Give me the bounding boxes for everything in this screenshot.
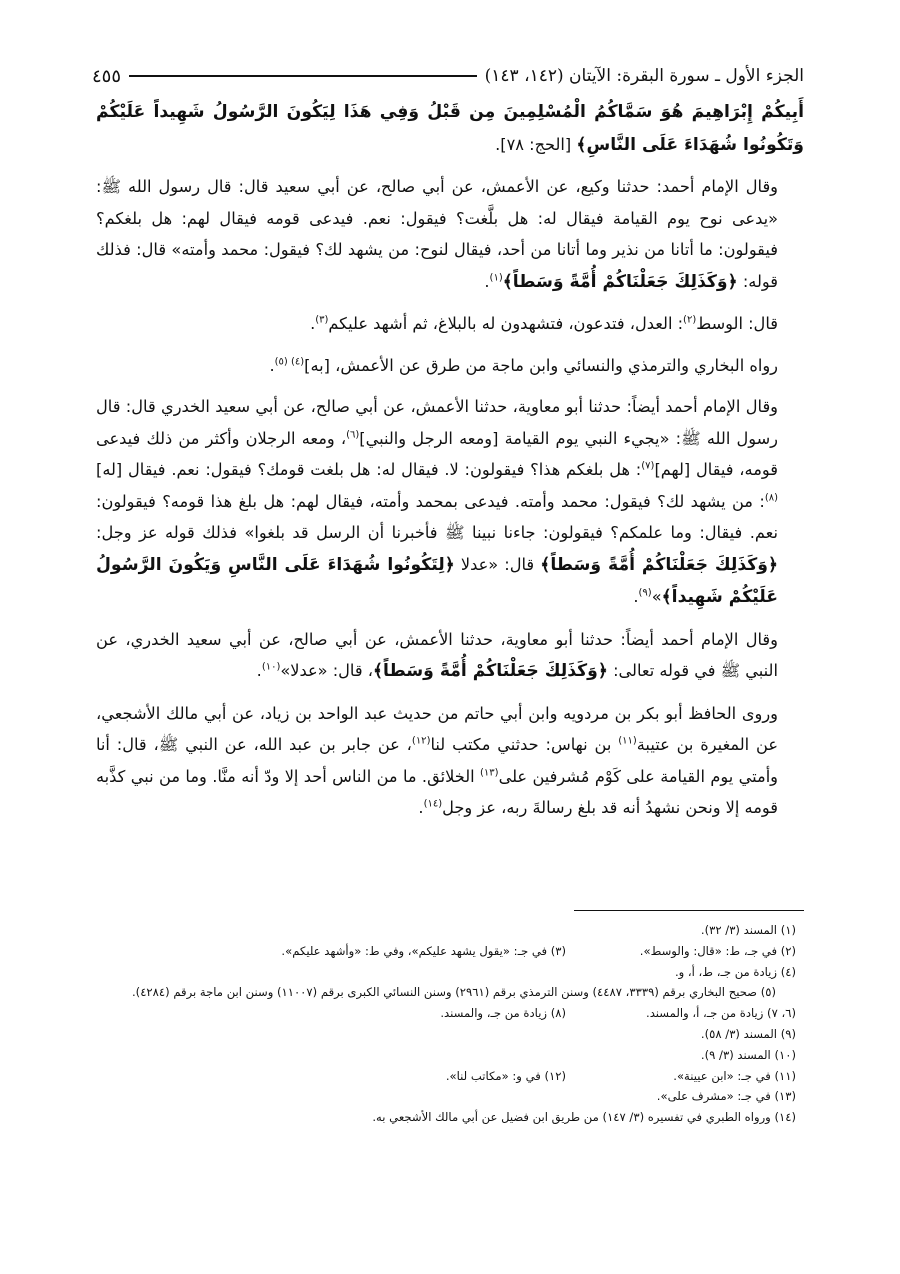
paragraph-text: بن نهاس: حدثني مكتب لنا: [430, 735, 619, 754]
footnote-ref: (٢): [683, 314, 697, 326]
footnote-1: (١) المسند (٣/ ٣٢).: [700, 923, 796, 937]
paragraph-text: .: [310, 314, 316, 333]
footnote-row: [100, 1003, 796, 1024]
quran-verse: ﴿لِتَكُونُوا شُهَدَاءَ عَلَى النَّاسِ وَيَكُونَ الرَّسُولُ عَلَيْكُمْ شَهِيداً﴾: [96, 554, 778, 607]
paragraph-2: [96, 308, 804, 340]
footnotes: [100, 920, 796, 1128]
paragraph-6: [96, 698, 804, 824]
header-rule: [129, 75, 477, 77]
footnote-separator: [574, 910, 804, 911]
paragraph-5: [96, 624, 804, 688]
footnote-11: (١١) في جـ: «ابن عيينة».: [673, 1068, 796, 1083]
footnote-row: [100, 1066, 796, 1087]
footnote-13: (١٣) في جـ: «مشرف على».: [656, 1089, 796, 1104]
footnote-ref: (٣): [315, 314, 329, 326]
main-text: [96, 96, 804, 824]
quran-verse: ﴿وَكَذَلِكَ جَعَلْنَاكُمْ أُمَّةً وَسَطاً﴾: [502, 271, 738, 292]
footnote-10: (١٠) المسند (٣/ ٩).: [700, 1047, 796, 1062]
footnote-ref: (٩): [638, 587, 652, 599]
paragraph-text: الخلائق. ما من الناس أحد إلا ودّ أنه منَّا. وما من نبي كذَّبه قومه إلا ونحن نشهدُ أنه قد بلغ رسالةَ ربه، عز وجل: [96, 766, 778, 817]
paragraph-text: : العدل، فتدعون، فتشهدون له بالبلاغ، ثم أشهد عليكم: [328, 314, 684, 333]
footnote-ref: (٧): [641, 460, 655, 472]
paragraph-text: .: [256, 661, 262, 680]
paragraph-3: [96, 350, 804, 382]
running-header: [92, 62, 804, 90]
paragraph-text: وقال الإمام أحمد أيضاً: حدثنا أبو معاوية، حدثنا الأعمش، عن أبي صالح، عن أبي سعيد الخدري، عن النبي ﷺ في قوله تعالى:: [96, 629, 778, 680]
footnote-row: [100, 941, 796, 962]
footnote-ref: (١): [489, 272, 503, 284]
paragraph-text: رواه البخاري والترمذي والنسائي وابن ماجة من طرق عن الأعمش، [به]: [304, 355, 778, 375]
footnote-5: (٥) صحيح البخاري برقم (٣٣٣٩، ٤٤٨٧) وسنن الترمذي برقم (٢٩٦١) وسنن النسائي الكبرى برقم (١١٠٠٧) وسنن ابن ماجة برقم (٤٢٨٤).: [131, 985, 776, 1000]
paragraph-text: .: [633, 587, 639, 606]
footnote-6-7: (٦، ٧) زيادة من جـ، أ، والمسند.: [646, 1006, 796, 1021]
quran-verse: ﴿وَكَذَلِكَ جَعَلْنَاكُمْ أُمَّةً وَسَطاً﴾: [540, 554, 779, 575]
footnote-ref: (٦): [346, 429, 360, 441]
verse-reference: [الحج: ٧٨].: [495, 134, 572, 154]
paragraph-text: .: [269, 355, 275, 375]
quran-verse: ﴿وَكَذَلِكَ جَعَلْنَاكُمْ أُمَّةً وَسَطاً﴾: [372, 661, 608, 681]
paragraph-text: .: [418, 798, 424, 817]
footnote-4: (٤) زيادة من جـ، ط، أ، و.: [674, 964, 796, 979]
paragraph-text: وقال الإمام أحمد أيضاً: حدثنا أبو معاوية، حدثنا الأعمش، عن أبي صالح، عن أبي سعيد الخدري قال: قال رسول الله ﷺ: «يجيء النبي يوم القيامة [ومعه الرجل والنبي]: [96, 397, 779, 448]
paragraph-1: [96, 171, 804, 298]
paragraph-text: ، ومعه الرجلان وأكثر من ذلك فيدعى قومه، فيقال [لهم]: [96, 428, 778, 479]
paragraph-text: وقال الإمام أحمد: حدثنا وكيع، عن الأعمش، عن أبي صالح، عن أبي سعيد قال: قال رسول الله ﷺ: «يدعى نوح يوم القيامة فيقال له: هل بلَّغت؟ فيقول: نعم. فيدعى قومه فيقال لهم: هل بلغكم؟ فيقولون: ما أتانا من نذير وما أتانا من أحد، فيقال لنوح: من يشهد لك؟ فيقول: محمد وأمته» قال: فذلك قوله:: [96, 177, 778, 291]
footnote-9: (٩) المسند (٣/ ٥٨).: [700, 1026, 796, 1041]
paragraph-text: قال: الوسط: [696, 314, 778, 333]
paragraph-top-quote: [96, 96, 804, 161]
paragraph-text: وروى الحافظ أبو بكر بن مردويه وابن أبي حاتم من حديث عبد الواحد بن زياد، عن أبي مالك الأشجعي، عن المغيرة بن عتيبة: [96, 703, 778, 754]
chapter-title: الجزء الأول ـ سورة البقرة: الآيتان (١٤٢، ١٤٣): [484, 66, 804, 86]
footnote-ref: (٤) (٥): [274, 356, 305, 368]
paragraph-text: : هل بلغكم هذا؟ فيقولون: لا. فيقال له: هل بلغت قومك؟ فيقول: نعم. فيقال [له]: [96, 460, 642, 479]
footnote-ref: (١٢): [411, 735, 431, 747]
footnote-12: (١٢) في و: «مكاتب لنا».: [445, 1068, 566, 1083]
paragraph-text: ، قال: «عدلا»: [280, 661, 373, 680]
footnote-ref: (١٤): [423, 798, 443, 810]
paragraph-text: .: [484, 271, 490, 291]
footnote-ref: (١٠): [261, 661, 281, 673]
footnote-ref: (١١): [618, 735, 637, 747]
quran-verse: أَبِيكُمْ إِبْرَاهِيمَ هُوَ سَمَّاكُمُ الْمُسْلِمِينَ مِن قَبْلُ وَفِي هَذَا لِيَكُونَ الرَّسُولُ شَهِيداً عَلَيْكُمْ وَتَكُونُوا شُهَدَاءَ عَلَى النَّاسِ﴾: [96, 102, 804, 155]
paragraph-text: : من يشهد لك؟ فيقول: محمد وأمته. فيدعى بمحمد وأمته، فيقال لهم: هل بلغ هذا قومه؟ فيقولون: نعم. فيقال: وما علمكم؟ فيقولون: جاءنا نبينا ﷺ فأخبرنا أن الرسل قد بلغوا» فذلك قوله عز وجل:: [96, 491, 778, 542]
paragraph-4: [96, 391, 804, 614]
footnote-2: (٢) في جـ، ط: «قال: والوسط».: [639, 943, 796, 958]
footnote-3: (٣) في جـ: «يقول يشهد عليكم»، وفي ط: «وأشهد عليكم».: [281, 943, 566, 958]
paragraph-text: »: [651, 587, 662, 606]
paragraph-text: قال: «عدلا: [460, 554, 541, 574]
footnote-8: (٨) زيادة من جـ، والمسند.: [440, 1006, 566, 1021]
footnote-ref: (٨): [764, 492, 778, 504]
footnote-14: (١٤) ورواه الطبري في تفسيره (٣/ ١٤٧) من طريق ابن فضيل عن أبي مالك الأشجعي به.: [372, 1110, 796, 1125]
page-number: ٤٥٥: [92, 65, 122, 87]
footnote-ref: (١٣): [480, 767, 499, 779]
paragraph-text: ، عن جابر بن عبد الله، عن النبي ﷺ، قال: أنا وأمتي يوم القيامة على كَوْم مُشرفين على: [96, 735, 779, 786]
